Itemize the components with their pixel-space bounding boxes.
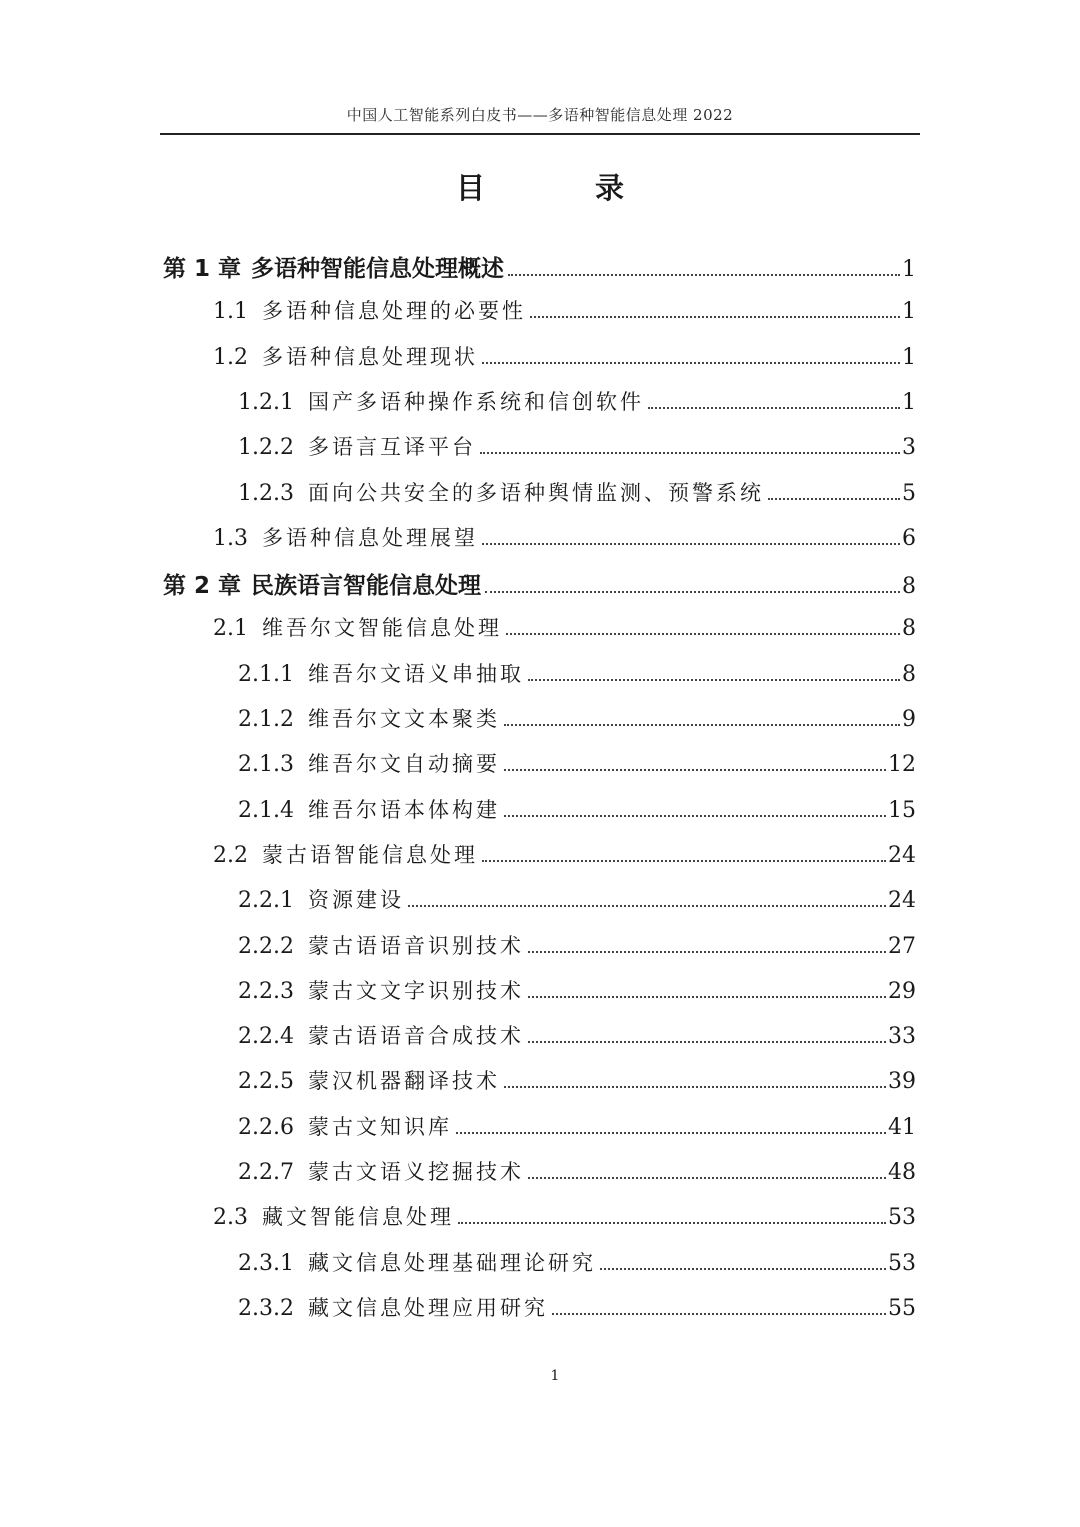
dot-leader	[456, 1132, 886, 1134]
toc-entry-title: 面向公共安全的多语种舆情监测、预警系统	[307, 480, 764, 505]
toc-entry-title: 维吾尔文智能信息处理	[262, 616, 502, 641]
toc-entry-page: 8	[902, 661, 916, 687]
toc-entry-title: 藏文信息处理基础理论研究	[307, 1250, 596, 1275]
toc-entry-page: 39	[888, 1069, 916, 1095]
toc-entry-page: 9	[902, 707, 916, 732]
toc-entry-number: 1.2.2	[238, 435, 294, 461]
dot-leader	[504, 769, 886, 771]
toc-entry-title: 民族语言智能信息处理	[251, 573, 482, 600]
toc-section-entry[interactable]	[213, 341, 916, 373]
dot-leader	[504, 724, 900, 726]
toc-entry-page: 1	[902, 257, 916, 282]
toc-entry-title: 蒙古语智能信息处理	[262, 842, 478, 867]
dot-leader	[482, 543, 900, 545]
toc-section-entry[interactable]	[213, 839, 916, 871]
toc-entry-number: 2.1.3	[238, 752, 294, 778]
dot-leader	[600, 1268, 886, 1270]
toc-entry-title: 蒙古文文字识别技术	[307, 978, 524, 1003]
toc-section-entry[interactable]	[238, 703, 916, 735]
toc-section-entry[interactable]	[238, 794, 916, 826]
dot-leader	[504, 1086, 886, 1088]
toc-entry-title: 国产多语种操作系统和信创软件	[307, 389, 644, 414]
toc-section-entry[interactable]	[238, 1111, 916, 1143]
toc-chapter-entry[interactable]	[163, 567, 916, 599]
toc-entry-title: 多语种信息处理的必要性	[262, 299, 526, 324]
toc-entry-title: 多语种智能信息处理概述	[251, 256, 505, 282]
toc-entry-number: 第 2 章	[163, 573, 242, 600]
toc-entry-number: 2.2.5	[238, 1069, 294, 1095]
dot-leader	[528, 951, 886, 953]
page-number: 1	[550, 1368, 560, 1384]
dot-leader	[482, 860, 886, 862]
toc-entry-title: 多语种信息处理现状	[262, 344, 478, 369]
toc-entry-title: 藏文智能信息处理	[262, 1205, 454, 1230]
dot-leader	[480, 452, 900, 454]
toc-entry-page: 24	[888, 842, 916, 868]
dot-leader	[528, 1177, 886, 1179]
toc-entry-number: 2.3	[213, 1205, 248, 1231]
dot-leader	[458, 1222, 886, 1224]
toc-entry-page: 27	[888, 933, 916, 959]
toc-section-entry[interactable]	[238, 431, 916, 463]
toc-entry-page: 8	[902, 574, 916, 600]
toc-entry-title: 多语种信息处理展望	[262, 525, 478, 550]
dot-leader	[768, 498, 900, 500]
toc-entry-title: 资源建设	[307, 888, 404, 913]
toc-entry-number: 2.2.7	[238, 1160, 294, 1185]
toc-entry-title: 多语言互译平台	[307, 435, 476, 460]
toc-entry-page: 48	[888, 1160, 916, 1185]
toc-entry-page: 41	[888, 1114, 916, 1140]
toc-entry-page: 53	[888, 1250, 916, 1276]
toc-entry-page: 6	[902, 525, 916, 551]
running-header: 中国人工智能系列白皮书——多语种智能信息处理 2022	[346, 106, 734, 124]
dot-leader	[552, 1313, 886, 1315]
toc-entry-page: 8	[902, 616, 916, 642]
dot-leader	[528, 996, 886, 998]
toc-entry-title: 蒙古文知识库	[307, 1114, 452, 1139]
toc-section-entry[interactable]	[238, 1156, 916, 1188]
toc-entry-number: 2.1	[213, 616, 248, 642]
toc-entry-page: 24	[888, 888, 916, 914]
dot-leader	[485, 591, 900, 593]
toc-entry-number: 2.1.1	[238, 661, 294, 687]
toc-section-entry[interactable]	[213, 612, 916, 644]
toc-section-entry[interactable]	[238, 1292, 916, 1324]
toc-entry-number: 2.1.2	[238, 707, 294, 732]
toc-entry-number: 2.3.2	[238, 1295, 294, 1321]
toc-entry-number: 第 1 章	[163, 256, 242, 282]
toc-section-entry[interactable]	[238, 975, 916, 1007]
toc-chapter-entry[interactable]	[163, 250, 916, 282]
toc-entry-number: 2.2.3	[238, 978, 294, 1004]
toc-section-entry[interactable]	[238, 477, 916, 509]
toc-entry-title: 维吾尔文文本聚类	[307, 707, 500, 731]
toc-section-entry[interactable]	[238, 930, 916, 962]
toc-entry-number: 2.1.4	[238, 797, 294, 823]
dot-leader	[530, 316, 900, 318]
toc-section-entry[interactable]	[238, 884, 916, 916]
toc-entry-number: 2.2.6	[238, 1114, 294, 1140]
toc-entry-title: 蒙古语语音识别技术	[307, 933, 524, 958]
toc-entry-page: 1	[902, 299, 916, 325]
toc-entry-page: 53	[888, 1205, 916, 1231]
toc-entry-number: 1.1	[213, 299, 248, 325]
toc-entry-title: 维吾尔文语义串抽取	[307, 661, 524, 686]
toc-section-entry[interactable]	[238, 1020, 916, 1052]
dot-leader	[508, 274, 900, 276]
toc-section-entry[interactable]	[238, 1065, 916, 1097]
toc-section-entry[interactable]	[238, 1247, 916, 1279]
toc-entry-page: 29	[888, 978, 916, 1004]
toc-entry-title: 蒙古语语音合成技术	[307, 1024, 524, 1049]
toc-entry-number: 2.2.1	[238, 888, 294, 914]
toc-section-entry[interactable]	[238, 748, 916, 780]
toc-entry-number: 1.2	[213, 344, 248, 370]
toc-section-entry[interactable]	[213, 1201, 916, 1233]
toc-entry-title: 蒙古文语义挖掘技术	[307, 1160, 524, 1184]
toc-entry-title: 蒙汉机器翻译技术	[307, 1069, 500, 1094]
toc-entry-page: 3	[902, 435, 916, 461]
toc-entry-title: 维吾尔文自动摘要	[307, 752, 500, 777]
toc-entry-page: 33	[888, 1024, 916, 1050]
toc-entry-page: 5	[902, 480, 916, 506]
dot-leader	[648, 407, 900, 409]
dot-leader	[528, 1041, 886, 1043]
toc-section-entry[interactable]	[213, 522, 916, 554]
toc-entry-page: 55	[888, 1295, 916, 1321]
toc-entry-page: 15	[888, 797, 916, 823]
toc-entry-page: 1	[902, 389, 916, 415]
toc-entry-title: 维吾尔语本体构建	[307, 797, 500, 822]
toc-entry-number: 1.2.1	[238, 389, 294, 415]
dot-leader	[504, 815, 886, 817]
toc-entry-number: 2.2	[213, 842, 248, 868]
toc-entry-page: 1	[902, 344, 916, 370]
toc-entry-page: 12	[888, 752, 916, 778]
toc-entry-number: 1.3	[213, 525, 248, 551]
dot-leader	[528, 679, 900, 681]
toc-entry-number: 2.2.2	[238, 933, 294, 959]
dot-leader	[482, 362, 900, 364]
toc-section-entry[interactable]	[238, 658, 916, 690]
toc-entry-number: 2.3.1	[238, 1250, 294, 1276]
toc-entry-number: 2.2.4	[238, 1024, 294, 1050]
toc-title: 目 录	[455, 171, 675, 205]
toc-section-entry[interactable]	[238, 386, 916, 418]
toc-section-entry[interactable]	[213, 295, 916, 327]
toc-entry-number: 1.2.3	[238, 480, 294, 506]
dot-leader	[506, 633, 900, 635]
dot-leader	[408, 905, 886, 907]
toc-entry-title: 藏文信息处理应用研究	[307, 1295, 548, 1320]
